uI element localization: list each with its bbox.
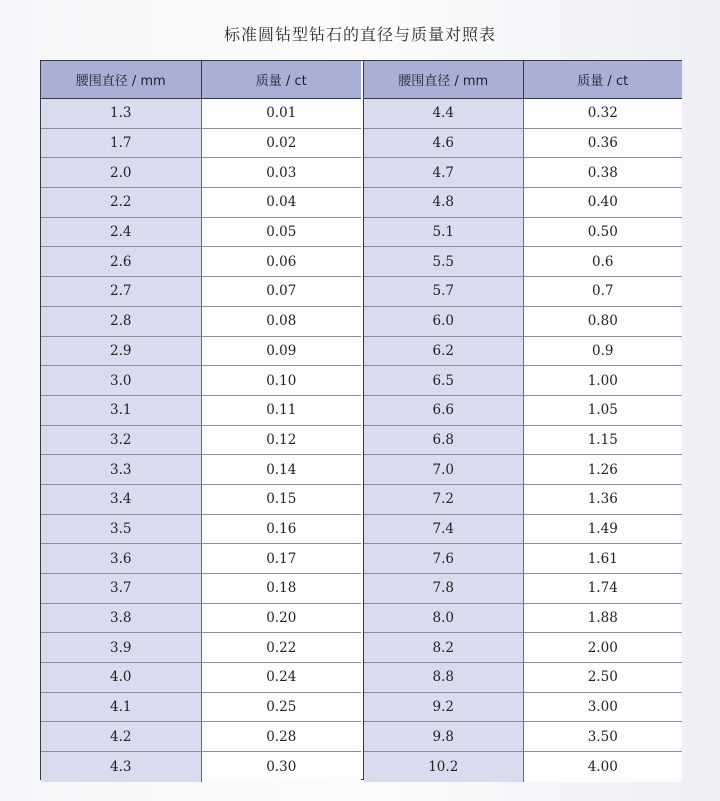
mass-cell: 0.10 (202, 366, 362, 395)
table-row (41, 574, 361, 604)
mass-cell: 0.16 (202, 515, 362, 544)
table-row (364, 485, 682, 515)
diameter-cell: 9.8 (364, 722, 524, 751)
table-row (41, 426, 361, 456)
mass-cell: 0.11 (202, 396, 362, 425)
diameter-cell: 3.8 (41, 604, 202, 633)
mass-cell: 0.80 (524, 307, 683, 336)
table-row (41, 188, 361, 218)
diameter-cell: 6.2 (364, 337, 524, 366)
mass-cell: 0.08 (202, 307, 362, 336)
diameter-cell: 4.0 (41, 663, 202, 692)
diameter-cell: 3.5 (41, 515, 202, 544)
table-row (41, 633, 361, 663)
table-row (41, 337, 361, 367)
diameter-cell: 2.9 (41, 337, 202, 366)
table-row (364, 544, 682, 574)
diameter-cell: 6.5 (364, 366, 524, 395)
table-row (41, 366, 361, 396)
table-body-left (41, 99, 361, 782)
mass-cell: 0.15 (202, 485, 362, 514)
table-row (41, 277, 361, 307)
table-row (41, 604, 361, 634)
header-diameter: 腰围直径 / mm (364, 61, 524, 98)
diameter-cell: 2.2 (41, 188, 202, 217)
table-row (364, 396, 682, 426)
diameter-cell: 10.2 (364, 752, 524, 782)
diameter-cell: 5.5 (364, 247, 524, 276)
mass-cell: 1.00 (524, 366, 683, 395)
mass-cell: 1.26 (524, 455, 683, 484)
mass-cell: 0.24 (202, 663, 362, 692)
mass-cell: 0.18 (202, 574, 362, 603)
table-header-left (41, 61, 361, 99)
diameter-cell: 3.9 (41, 633, 202, 662)
mass-cell: 0.30 (202, 752, 362, 782)
table-row (41, 218, 361, 248)
mass-cell: 0.20 (202, 604, 362, 633)
diameter-cell: 7.6 (364, 544, 524, 573)
diameter-cell: 8.0 (364, 604, 524, 633)
table-row (41, 515, 361, 545)
mass-cell: 0.9 (524, 337, 683, 366)
diameter-cell: 9.2 (364, 693, 524, 722)
diameter-cell: 3.3 (41, 455, 202, 484)
mass-cell: 0.07 (202, 277, 362, 306)
table-row (41, 99, 361, 129)
table-row (364, 99, 682, 129)
table-row (364, 337, 682, 367)
table-row (41, 455, 361, 485)
mass-cell: 1.36 (524, 485, 683, 514)
table-row (41, 544, 361, 574)
mass-cell: 0.02 (202, 129, 362, 158)
header-mass: 质量 / ct (577, 74, 629, 89)
mass-cell: 0.05 (202, 218, 362, 247)
table-header-right (364, 61, 682, 99)
diameter-cell: 7.2 (364, 485, 524, 514)
mass-cell: 2.50 (524, 663, 683, 692)
table-row (41, 722, 361, 752)
table-row (364, 247, 682, 277)
diamond-size-table (40, 60, 682, 780)
mass-cell: 0.36 (524, 129, 683, 158)
table-row (364, 277, 682, 307)
mass-cell: 1.15 (524, 426, 683, 455)
diameter-cell: 3.7 (41, 574, 202, 603)
diameter-cell: 6.0 (364, 307, 524, 336)
table-row (364, 693, 682, 723)
mass-cell: 1.74 (524, 574, 683, 603)
mass-cell: 0.14 (202, 455, 362, 484)
diameter-cell: 2.7 (41, 277, 202, 306)
diameter-cell: 6.8 (364, 426, 524, 455)
diameter-cell: 1.7 (41, 129, 202, 158)
mass-cell: 0.22 (202, 633, 362, 662)
mass-cell: 4.00 (524, 752, 683, 782)
diameter-cell: 7.8 (364, 574, 524, 603)
table-row (364, 129, 682, 159)
table-body-right (364, 99, 682, 782)
diameter-cell: 4.3 (41, 752, 202, 782)
mass-cell: 0.28 (202, 722, 362, 751)
table-row (41, 485, 361, 515)
diameter-cell: 2.8 (41, 307, 202, 336)
table-row (364, 455, 682, 485)
table-title: 标准圆钻型钻石的直径与质量对照表 (223, 25, 496, 44)
table-row (41, 129, 361, 159)
diameter-cell: 3.4 (41, 485, 202, 514)
table-row (364, 188, 682, 218)
mass-cell: 0.06 (202, 247, 362, 276)
diameter-cell: 4.7 (364, 158, 524, 187)
mass-cell: 0.6 (524, 247, 683, 276)
table-row (364, 307, 682, 337)
mass-cell: 0.40 (524, 188, 683, 217)
mass-cell: 1.61 (524, 544, 683, 573)
table-right-half (363, 61, 682, 779)
mass-cell: 0.09 (202, 337, 362, 366)
diameter-cell: 4.4 (364, 99, 524, 128)
table-row (364, 158, 682, 188)
header-diameter: 腰围直径 / mm (41, 61, 202, 98)
mass-cell: 2.00 (524, 633, 683, 662)
mass-cell: 1.88 (524, 604, 683, 633)
diameter-cell: 5.7 (364, 277, 524, 306)
table-row (364, 633, 682, 663)
mass-cell: 0.17 (202, 544, 362, 573)
table-row (41, 752, 361, 782)
mass-cell: 0.25 (202, 693, 362, 722)
mass-cell: 3.50 (524, 722, 683, 751)
table-left-half (41, 61, 361, 779)
table-row (364, 604, 682, 634)
table-row (364, 574, 682, 604)
diameter-cell: 2.0 (41, 158, 202, 187)
diameter-cell: 3.0 (41, 366, 202, 395)
table-row (364, 663, 682, 693)
mass-cell: 0.50 (524, 218, 683, 247)
table-row (364, 515, 682, 545)
mass-cell: 3.00 (524, 693, 683, 722)
mass-cell: 0.01 (202, 99, 362, 128)
diameter-cell: 7.0 (364, 455, 524, 484)
mass-cell: 0.32 (524, 99, 683, 128)
table-row (41, 663, 361, 693)
table-row (41, 247, 361, 277)
diameter-cell: 4.8 (364, 188, 524, 217)
table-row (364, 426, 682, 456)
table-row (41, 307, 361, 337)
mass-cell: 0.12 (202, 426, 362, 455)
table-row (364, 366, 682, 396)
diameter-cell: 3.1 (41, 396, 202, 425)
diameter-cell: 7.4 (364, 515, 524, 544)
diameter-cell: 1.3 (41, 99, 202, 128)
mass-cell: 0.04 (202, 188, 362, 217)
diameter-cell: 4.1 (41, 693, 202, 722)
diameter-cell: 3.2 (41, 426, 202, 455)
table-row (41, 693, 361, 723)
diameter-cell: 8.8 (364, 663, 524, 692)
diameter-cell: 4.2 (41, 722, 202, 751)
table-row (41, 158, 361, 188)
diameter-cell: 6.6 (364, 396, 524, 425)
diameter-cell: 2.6 (41, 247, 202, 276)
mass-cell: 0.7 (524, 277, 683, 306)
mass-cell: 1.05 (524, 396, 683, 425)
diameter-cell: 8.2 (364, 633, 524, 662)
diameter-cell: 5.1 (364, 218, 524, 247)
diameter-cell: 2.4 (41, 218, 202, 247)
diameter-cell: 3.6 (41, 544, 202, 573)
table-row (41, 396, 361, 426)
table-row (364, 218, 682, 248)
header-mass: 质量 / ct (255, 74, 307, 89)
table-row (364, 722, 682, 752)
mass-cell: 1.49 (524, 515, 683, 544)
mass-cell: 0.38 (524, 158, 683, 187)
diameter-cell: 4.6 (364, 129, 524, 158)
mass-cell: 0.03 (202, 158, 362, 187)
table-row (364, 752, 682, 782)
